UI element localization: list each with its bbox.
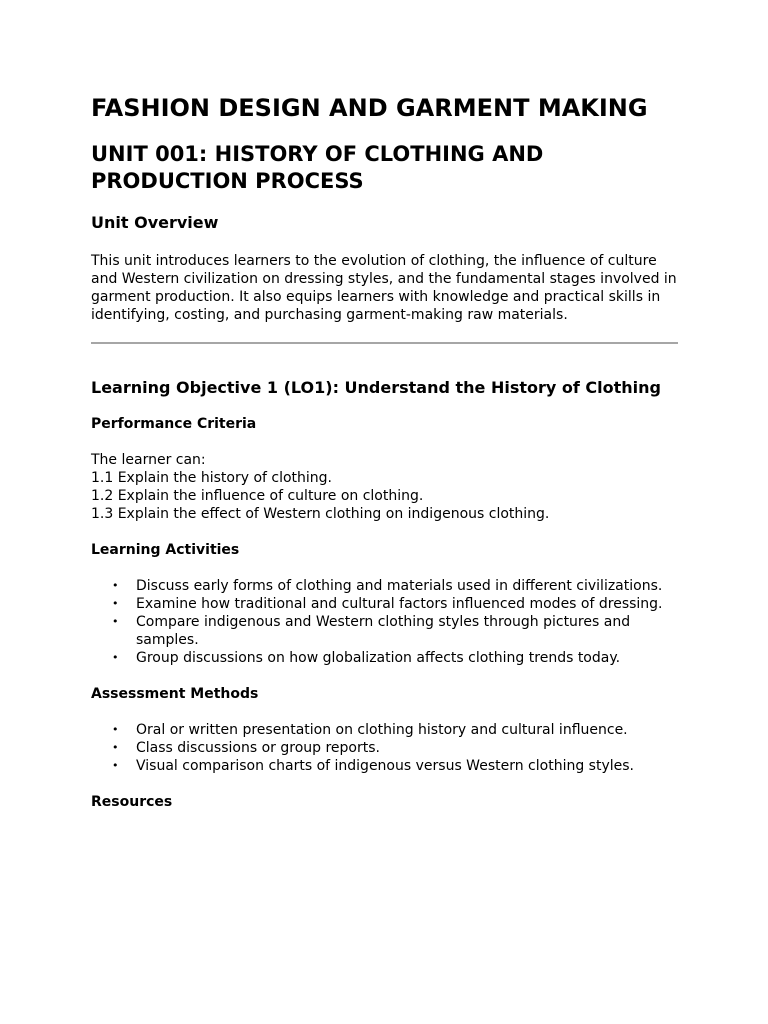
performance-criteria-intro: The learner can:	[91, 452, 206, 468]
list-item: • Visual comparison charts of indigenous versus Western clothing styles.	[136, 757, 678, 775]
performance-criterion: 1.3 Explain the effect of Western clothing on indigenous clothing.	[91, 506, 550, 522]
learning-objective-heading: Learning Objective 1 (LO1): Understand the History of Clothing	[91, 378, 661, 397]
performance-criterion: 1.1 Explain the history of clothing.	[91, 470, 333, 486]
document-title: FASHION DESIGN AND GARMENT MAKING	[91, 94, 648, 122]
performance-criteria-list	[91, 451, 678, 523]
unit-overview-text: This unit introduces learners to the evolution of clothing, the influence of culture and Western civilization on dressing styles, and the fundamental stages involved in garment production. It also equips learners with knowledge and practical skills in identifying, costing, and purchasing garment-making raw materials.	[91, 253, 677, 323]
performance-criterion: 1.2 Explain the influence of culture on clothing.	[91, 488, 424, 504]
section-divider	[91, 342, 678, 344]
assessment-methods-heading: Assessment Methods	[91, 686, 259, 702]
document-page	[91, 93, 678, 829]
unit-title: UNIT 001: HISTORY OF CLOTHING AND PRODUCTION PROCESS	[91, 142, 544, 193]
list-item: • Class discussions or group reports.	[136, 739, 678, 757]
assessment-methods-list	[91, 721, 678, 775]
learning-activities-heading: Learning Activities	[91, 542, 240, 558]
list-item: • Compare indigenous and Western clothing styles through pictures and samples.	[136, 613, 678, 649]
learning-activities-list	[91, 577, 678, 667]
performance-criteria-heading: Performance Criteria	[91, 416, 257, 432]
list-item: • Discuss early forms of clothing and materials used in different civilizations.	[136, 577, 678, 595]
list-item: • Examine how traditional and cultural factors influenced modes of dressing.	[136, 595, 678, 613]
list-item: • Oral or written presentation on clothing history and cultural influence.	[136, 721, 678, 739]
list-item: • Group discussions on how globalization affects clothing trends today.	[136, 649, 678, 667]
resources-heading: Resources	[91, 794, 173, 810]
unit-overview-heading: Unit Overview	[91, 213, 219, 232]
